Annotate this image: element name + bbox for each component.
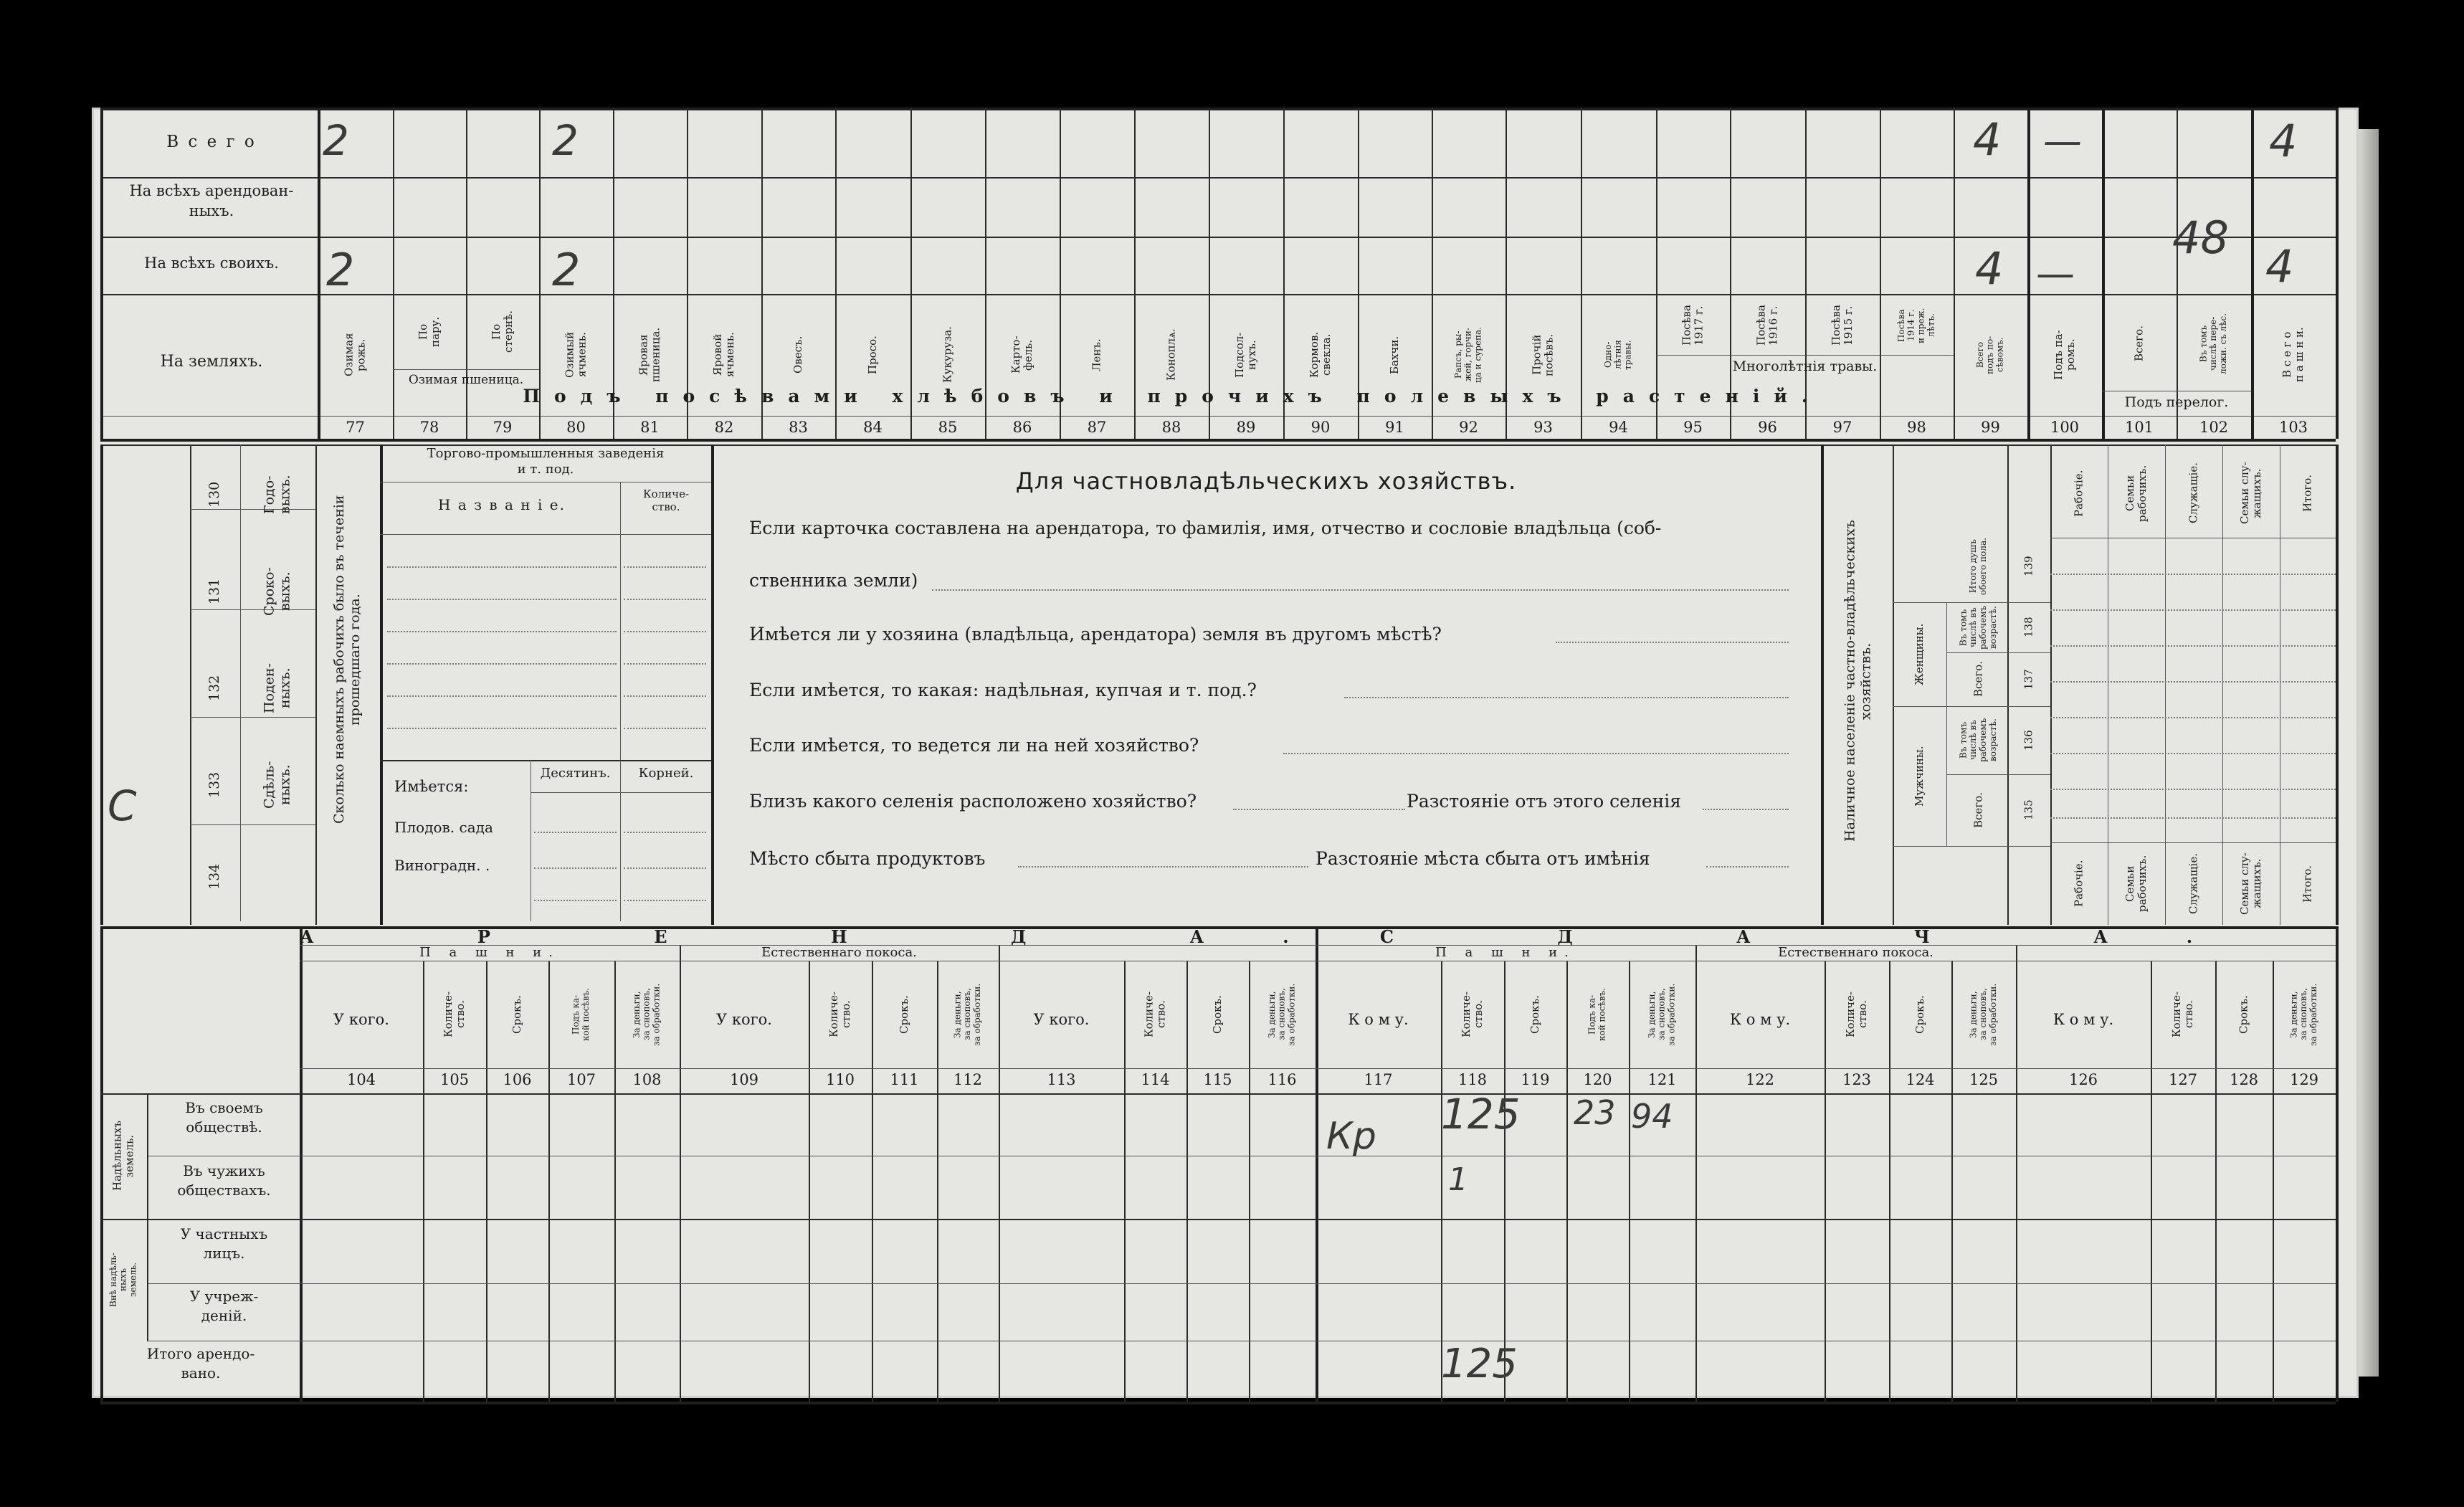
column-number-80: 80: [566, 419, 586, 436]
sdacha-pokos: Естественнаго покоса.: [1778, 945, 1933, 960]
question-kind: Если имѣется, то какая: надѣльная, купчая и т. под.?: [749, 680, 1257, 700]
hand-svoih-80: 2: [552, 244, 581, 296]
pop-col-bottom-3: Семьи слу- жащихъ.: [2237, 852, 2263, 915]
column-header-90: Кормов. свекла.: [1307, 331, 1333, 379]
col-no-139: 139: [2022, 556, 2035, 577]
rent-col-no-106: 106: [503, 1071, 532, 1088]
rent-head-115: Срокъ.: [1210, 995, 1224, 1034]
row-svoem: Въ своемъ обществѣ.: [185, 1099, 263, 1136]
column-number-85: 85: [938, 419, 958, 436]
pop-col-top-2: Служащiе.: [2187, 462, 2200, 524]
rule-h: [100, 1402, 2336, 1404]
worker-col-no-134: 134: [206, 863, 223, 890]
column-header-96: Посѣва 1916 г.: [1754, 305, 1780, 346]
rent-head-104: У кого.: [333, 1011, 389, 1028]
row-label-vsego: В с е г о: [166, 133, 257, 151]
worker-col-label-134: [240, 832, 315, 921]
rent-head-116: За деньги, за сноповъ, за обработки.: [1266, 983, 1297, 1046]
column-header-84: Просо.: [865, 336, 879, 374]
rent-col-no-126: 126: [2068, 1071, 2098, 1088]
rule-h: [2050, 717, 2336, 718]
col-no-136: 136: [2022, 730, 2035, 751]
rule-h: [2050, 645, 2336, 647]
column-number-101: 101: [2124, 419, 2154, 436]
column-number-96: 96: [1758, 419, 1777, 436]
column-header-101: Всего.: [2132, 325, 2146, 361]
question-owner-a: Если карточка составлена на арендатора, то фамилiя, имя, отчество и сословiе владѣльца (соб-: [749, 518, 1662, 538]
rent-col-no-118: 118: [1457, 1071, 1488, 1088]
rule-v: [620, 482, 621, 760]
rent-head-117: К о м у.: [1348, 1011, 1409, 1028]
rule-h: [1703, 809, 1789, 810]
rule-h: [393, 369, 539, 370]
column-number-89: 89: [1236, 419, 1256, 436]
row-label-arendovannyh: На всѣхъ арендован- ныхъ.: [129, 182, 294, 220]
column-header-93: Прочiй посѣвъ.: [1530, 333, 1556, 376]
rent-head-106: Срокъ.: [510, 995, 523, 1034]
rent-col-no-121: 121: [1647, 1071, 1677, 1088]
rule-h: [100, 1093, 2336, 1095]
pop-col-bottom-1: Семьи рабочихъ.: [2123, 855, 2149, 913]
rule-h: [1556, 642, 1789, 643]
question-market: Мѣсто сбыта продуктовъ: [749, 848, 986, 869]
worker-col-no-131: 131: [206, 578, 223, 605]
rule-h: [534, 832, 617, 833]
pop-col-top-1: Семьи рабочихъ.: [2123, 465, 2149, 522]
rule-h: [624, 728, 706, 729]
rule-h: [531, 792, 711, 793]
column-number-97: 97: [1832, 419, 1852, 436]
subheader-pod-perelog: Подъ перелог.: [2124, 394, 2229, 410]
rule-h: [2050, 681, 2336, 683]
rent-head-108: За деньги, за сноповъ, за обработки.: [631, 983, 662, 1046]
rent-col-no-108: 108: [632, 1071, 662, 1088]
rule-h: [932, 589, 1789, 591]
question-owner-b: ственника земли): [749, 570, 918, 591]
hand-rent-23: 23: [1574, 1093, 1616, 1132]
question-distance-village: Разстоянiе отъ этого селенiя: [1407, 791, 1682, 812]
rule-v: [147, 1093, 148, 1341]
rule-h: [624, 900, 706, 901]
rent-head-128: Срокъ.: [2237, 995, 2250, 1034]
rent-head-119: Срокъ.: [1528, 995, 1541, 1034]
row-vne-nadelnyh: Внѣ надѣль- ныхъ земель.: [108, 1252, 138, 1307]
arenda-pashni: П а ш н и.: [419, 945, 560, 960]
rule-h: [624, 832, 706, 833]
muzh-rabochem-label: Въ томъ числѣ въ рабочемъ возрастѣ.: [1958, 718, 1998, 763]
rule-h: [624, 663, 706, 665]
subheader-mnogoletnie: Многолѣтнiя травы.: [1732, 358, 1878, 374]
private-title: Для частновладѣльческихъ хозяйствъ.: [1015, 467, 1517, 495]
row-label-svoih: На всѣхъ своихъ.: [144, 255, 279, 272]
rule-h: [147, 1283, 2336, 1284]
kolichestvo-header: Количе- ство.: [642, 488, 690, 513]
column-number-103: 103: [2278, 419, 2308, 436]
rent-col-no-111: 111: [890, 1071, 919, 1088]
rent-head-112: За деньги, за сноповъ, за обработки.: [952, 983, 982, 1046]
muzh-vsego-label: Всего.: [1971, 792, 1985, 828]
pop-col-bottom-0: Рабочiе.: [2072, 860, 2085, 908]
rule-v: [2336, 926, 2339, 1402]
rent-col-no-116: 116: [1267, 1071, 1297, 1088]
rule-h: [387, 663, 617, 665]
hand-svoih-102: 48: [2172, 211, 2229, 264]
column-header-95: Посѣва 1917 г.: [1680, 305, 1706, 346]
column-number-99: 99: [1981, 419, 2000, 436]
rent-head-110: Количе- ство.: [827, 991, 852, 1038]
rent-col-no-127: 127: [2168, 1071, 2198, 1088]
rule-v: [380, 445, 383, 925]
row-uchrezh: У учреж- денiй.: [189, 1288, 259, 1324]
rent-head-123: Количе- ство.: [1843, 991, 1869, 1038]
rule-h: [2050, 609, 2336, 611]
worker-col-label-130: Годо- выхъ.: [261, 475, 293, 515]
rule-h: [100, 237, 2336, 238]
rule-h: [100, 108, 2336, 110]
column-header-99: Всего подъ по- сѣвомъ.: [1974, 336, 2005, 374]
column-header-102: Въ томъ числѣ пере- ложи. съ лѣс.: [2198, 313, 2228, 374]
pop-col-top-4: Итого.: [2301, 474, 2314, 513]
rent-col-no-105: 105: [439, 1071, 470, 1088]
rent-col-no-115: 115: [1203, 1071, 1232, 1088]
hand-itogo-125: 125: [1441, 1341, 1518, 1387]
pop-col-bottom-2: Служащiе.: [2187, 853, 2200, 914]
hand-rent-94: 94: [1631, 1097, 1673, 1136]
rule-v: [300, 926, 303, 1402]
muzhchiny-label: Мужчины.: [1912, 746, 1926, 807]
col-no-138: 138: [2022, 617, 2035, 638]
rent-col-no-109: 109: [729, 1071, 759, 1088]
rule-v: [100, 445, 103, 925]
hand-vsego-99: 4: [1973, 113, 2002, 166]
column-header-89: Подсол- нухъ.: [1232, 332, 1258, 378]
column-number-100: 100: [2050, 419, 2080, 436]
row-label-na-zemlyah: На земляхъ.: [160, 353, 263, 371]
column-number-93: 93: [1533, 419, 1553, 436]
population-title: Наличное населенiе частно-владѣльческихъ хозяйствъ.: [1842, 520, 1874, 842]
column-number-79: 79: [493, 419, 513, 436]
worker-col-label-133: Сдѣль- ныхъ.: [261, 761, 293, 809]
rule-h: [1018, 866, 1308, 867]
rule-v: [100, 108, 103, 439]
rent-head-120: Подъ ка- кой посѣвъ.: [1587, 988, 1607, 1041]
rent-col-no-122: 122: [1745, 1071, 1775, 1088]
rule-h: [380, 534, 711, 535]
rent-col-no-114: 114: [1141, 1071, 1170, 1088]
rule-h: [1656, 355, 1954, 356]
rent-head-127: Количе- ство.: [2169, 991, 2195, 1038]
rent-col-no-125: 125: [1969, 1071, 1999, 1088]
rule-h: [624, 867, 706, 869]
rent-head-121: За деньги, за сноповъ, за обработки.: [1646, 983, 1677, 1046]
rule-v: [1316, 926, 1318, 1402]
column-number-77: 77: [346, 419, 365, 436]
rule-h: [1946, 774, 2050, 775]
worker-col-label-131: Сроко- выхъ.: [261, 567, 293, 616]
zhen-rabochem-label: Въ томъ числѣ въ рабочемъ возрастѣ.: [1958, 605, 1998, 650]
rent-head-124: Срокъ.: [1913, 995, 1926, 1034]
hand-svoih-100: —: [2036, 251, 2075, 296]
row-nadelnyh: Надѣльныхъ земель.: [110, 1121, 136, 1192]
rent-col-no-124: 124: [1906, 1071, 1935, 1088]
hand-vsego-80: 2: [552, 116, 579, 165]
rule-h: [387, 695, 617, 697]
pop-col-top-3: Семьи слу- жащихъ.: [2237, 462, 2263, 525]
col-no-137: 137: [2022, 669, 2035, 690]
hand-rent-1: 1: [1448, 1161, 1468, 1198]
rule-h: [2050, 574, 2336, 575]
rent-col-no-128: 128: [2229, 1071, 2259, 1088]
rent-col-no-129: 129: [2289, 1071, 2319, 1088]
rule-v: [620, 760, 621, 921]
column-number-87: 87: [1087, 419, 1107, 436]
rent-col-no-112: 112: [953, 1071, 983, 1088]
column-header-82: Яровой ячмень.: [710, 332, 736, 378]
column-number-82: 82: [714, 419, 734, 436]
rent-head-129: За деньги, за сноповъ, за обработки.: [2288, 983, 2318, 1046]
rule-h: [1233, 809, 1405, 810]
rule-h: [387, 566, 617, 568]
rent-head-122: К о м у.: [1729, 1011, 1791, 1028]
worker-col-no-132: 132: [206, 675, 223, 702]
zhenshchiny-label: Женщины.: [1912, 623, 1926, 685]
rule-h: [300, 1068, 2336, 1069]
column-header-86: Карто- фель.: [1009, 336, 1034, 374]
rule-h: [534, 900, 617, 901]
column-header-85: Кукуруза.: [941, 326, 954, 384]
rent-head-125: За деньги, за сноповъ, за обработки.: [1968, 983, 1998, 1046]
hand-rent-kr: Кр: [1326, 1115, 1376, 1158]
rule-h: [1946, 652, 2050, 653]
itogo-dush-label: Итого душъ обоего пола.: [1968, 538, 1988, 595]
rule-h: [534, 867, 617, 869]
subheader-ozimaya-pshenitsa: Озимая пшеница.: [408, 373, 524, 387]
sdacha-pashni: П а ш н и.: [1435, 945, 1576, 960]
sdacha-header: С Д А Ч А.: [1379, 926, 2272, 947]
rule-h: [1893, 846, 2050, 847]
rule-h: [624, 599, 706, 600]
rule-h: [100, 177, 2336, 179]
rule-v: [2336, 445, 2339, 925]
row-chuzhih: Въ чужихъ обществахъ.: [177, 1162, 271, 1199]
column-number-94: 94: [1609, 419, 1628, 436]
column-number-88: 88: [1161, 419, 1181, 436]
column-header-97: Посѣва 1915 г.: [1829, 305, 1855, 346]
rule-h: [100, 416, 2336, 417]
rent-col-no-117: 117: [1364, 1071, 1393, 1088]
rule-h: [387, 631, 617, 632]
col-no-135: 135: [2022, 799, 2035, 821]
column-header-78: По пару.: [416, 316, 442, 347]
rent-head-107: Подъ ка- кой посѣвъ.: [571, 988, 591, 1041]
rent-col-no-120: 120: [1583, 1071, 1612, 1088]
rule-h: [624, 566, 706, 568]
rule-h: [100, 439, 2336, 442]
rule-h: [2050, 817, 2336, 819]
hand-rent-125: 125: [1441, 1090, 1521, 1138]
rule-h: [624, 695, 706, 697]
arenda-header: А Р Е Н Д А.: [300, 926, 1368, 947]
row-chastnyh: У частныхъ лицъ.: [180, 1225, 268, 1262]
question-farming: Если имѣется, то ведется ли на ней хозяйство?: [749, 735, 1199, 756]
rule-h: [387, 728, 617, 729]
rule-h: [2050, 789, 2336, 790]
column-number-95: 95: [1683, 419, 1703, 436]
column-number-98: 98: [1907, 419, 1926, 436]
worker-col-no-130: 130: [206, 481, 223, 508]
rent-col-no-107: 107: [566, 1071, 596, 1088]
rule-h: [2050, 753, 2336, 754]
column-number-83: 83: [789, 419, 808, 436]
question-distance-market: Разстоянiе мѣста сбыта отъ имѣнiя: [1316, 848, 1650, 869]
question-other-land: Имѣется ли у хозяина (владѣльца, арендатора) земля въ другомъ мѣстѣ?: [749, 624, 1442, 645]
rent-head-105: Количе- ство.: [441, 991, 467, 1038]
rent-head-114: Количе- ство.: [1142, 991, 1168, 1038]
column-number-78: 78: [419, 419, 439, 436]
rule-h: [100, 1219, 2336, 1220]
worker-col-no-133: 133: [206, 771, 223, 799]
rule-v: [1821, 445, 1824, 925]
rent-head-118: Количе- ство.: [1459, 991, 1485, 1038]
hand-svoih-77: 2: [326, 244, 355, 296]
column-header-88: Коноплѧ.: [1164, 328, 1178, 381]
hand-vsego-77: 2: [323, 116, 349, 165]
column-header-79: По стернѣ.: [489, 310, 515, 353]
hand-vsego-100: —: [2043, 118, 2082, 163]
column-number-92: 92: [1459, 419, 1478, 436]
rule-v: [1946, 602, 1947, 846]
pop-col-bottom-4: Итого.: [2301, 865, 2314, 903]
question-village: Близъ какого селенiя расположено хозяйство?: [749, 791, 1197, 812]
vinograd-label: Виноградн. .: [394, 857, 490, 874]
rent-head-111: Срокъ.: [897, 995, 910, 1034]
rent-head-109: У кого.: [716, 1011, 772, 1028]
korney-header: Корней.: [638, 766, 694, 781]
rent-col-no-113: 113: [1047, 1071, 1076, 1088]
naemnyh-rabochih-label: Сколько наемныхъ рабочихъ было въ теченiи прошедшаго года.: [331, 495, 363, 824]
column-header-81: Яровая пшеница.: [637, 327, 662, 383]
rent-col-no-104: 104: [346, 1071, 376, 1088]
column-header-80: Озимый ячмень.: [563, 331, 589, 379]
column-number-90: 90: [1311, 419, 1331, 436]
column-header-103: В с е г о п а ш н и.: [2280, 327, 2306, 383]
rule-h: [387, 599, 617, 600]
rule-h: [1706, 866, 1789, 867]
rent-col-no-123: 123: [1842, 1071, 1872, 1088]
worker-col-label-132: Поден- ныхъ.: [261, 662, 293, 714]
column-number-91: 91: [1385, 419, 1404, 436]
rule-h: [2050, 842, 2336, 843]
column-number-102: 102: [2199, 419, 2229, 436]
hand-svoih-99: 4: [1975, 242, 2004, 295]
column-number-86: 86: [1012, 419, 1032, 436]
column-header-92: Рапсъ, ры- жей, горчи- ца и сурепа.: [1452, 326, 1483, 384]
rule-v: [711, 445, 714, 925]
rule-h: [1344, 697, 1789, 698]
desyatin-header: Десятинъ.: [540, 766, 611, 781]
rule-h: [1283, 753, 1789, 754]
nazvanie-header: Н а з в а н i е.: [438, 496, 566, 513]
column-number-84: 84: [863, 419, 883, 436]
column-number-81: 81: [640, 419, 660, 436]
rule-h: [624, 631, 706, 632]
rent-col-no-110: 110: [825, 1071, 855, 1088]
rent-head-126: К о м у.: [2052, 1011, 2114, 1028]
rule-h: [380, 760, 711, 761]
column-header-98: Посѣва 1914 г. и преж. лѣтъ.: [1895, 308, 1936, 343]
torgovo-title: Торгово-промышленныя заведенiя и т. под.: [427, 446, 665, 477]
column-header-94: Одно- лѣтнiя травы.: [1602, 340, 1633, 370]
pop-col-top-0: Рабочiе.: [2072, 470, 2085, 517]
rule-v: [2336, 108, 2339, 439]
hand-svoih-103: 4: [2265, 240, 2294, 293]
rent-head-113: У кого.: [1033, 1011, 1090, 1028]
zhen-vsego-label: Всего.: [1971, 661, 1985, 698]
column-header-83: Овесъ.: [791, 336, 804, 374]
column-header-100: Подъ па- ромъ.: [2051, 330, 2077, 380]
column-header-91: Бахчи.: [1387, 336, 1401, 374]
rent-col-no-119: 119: [1521, 1071, 1550, 1088]
hand-side-mark: С: [108, 781, 137, 830]
subheader-pod-posevami: Подъ посѣвами хлѣбовъ и прочихъ полевыхъ растенiй.: [523, 386, 1822, 407]
column-header-77: Озимая рожь.: [342, 333, 368, 377]
column-header-87: Ленъ.: [1090, 338, 1103, 371]
row-itogo: Итого арендо- вано.: [146, 1345, 255, 1382]
imeetsya-label: Имѣется:: [394, 778, 469, 795]
plodov-sada-label: Плодов. сада: [394, 819, 493, 836]
arenda-pokos: Естественнаго покоса.: [761, 945, 917, 960]
hand-vsego-103: 4: [2269, 115, 2298, 167]
